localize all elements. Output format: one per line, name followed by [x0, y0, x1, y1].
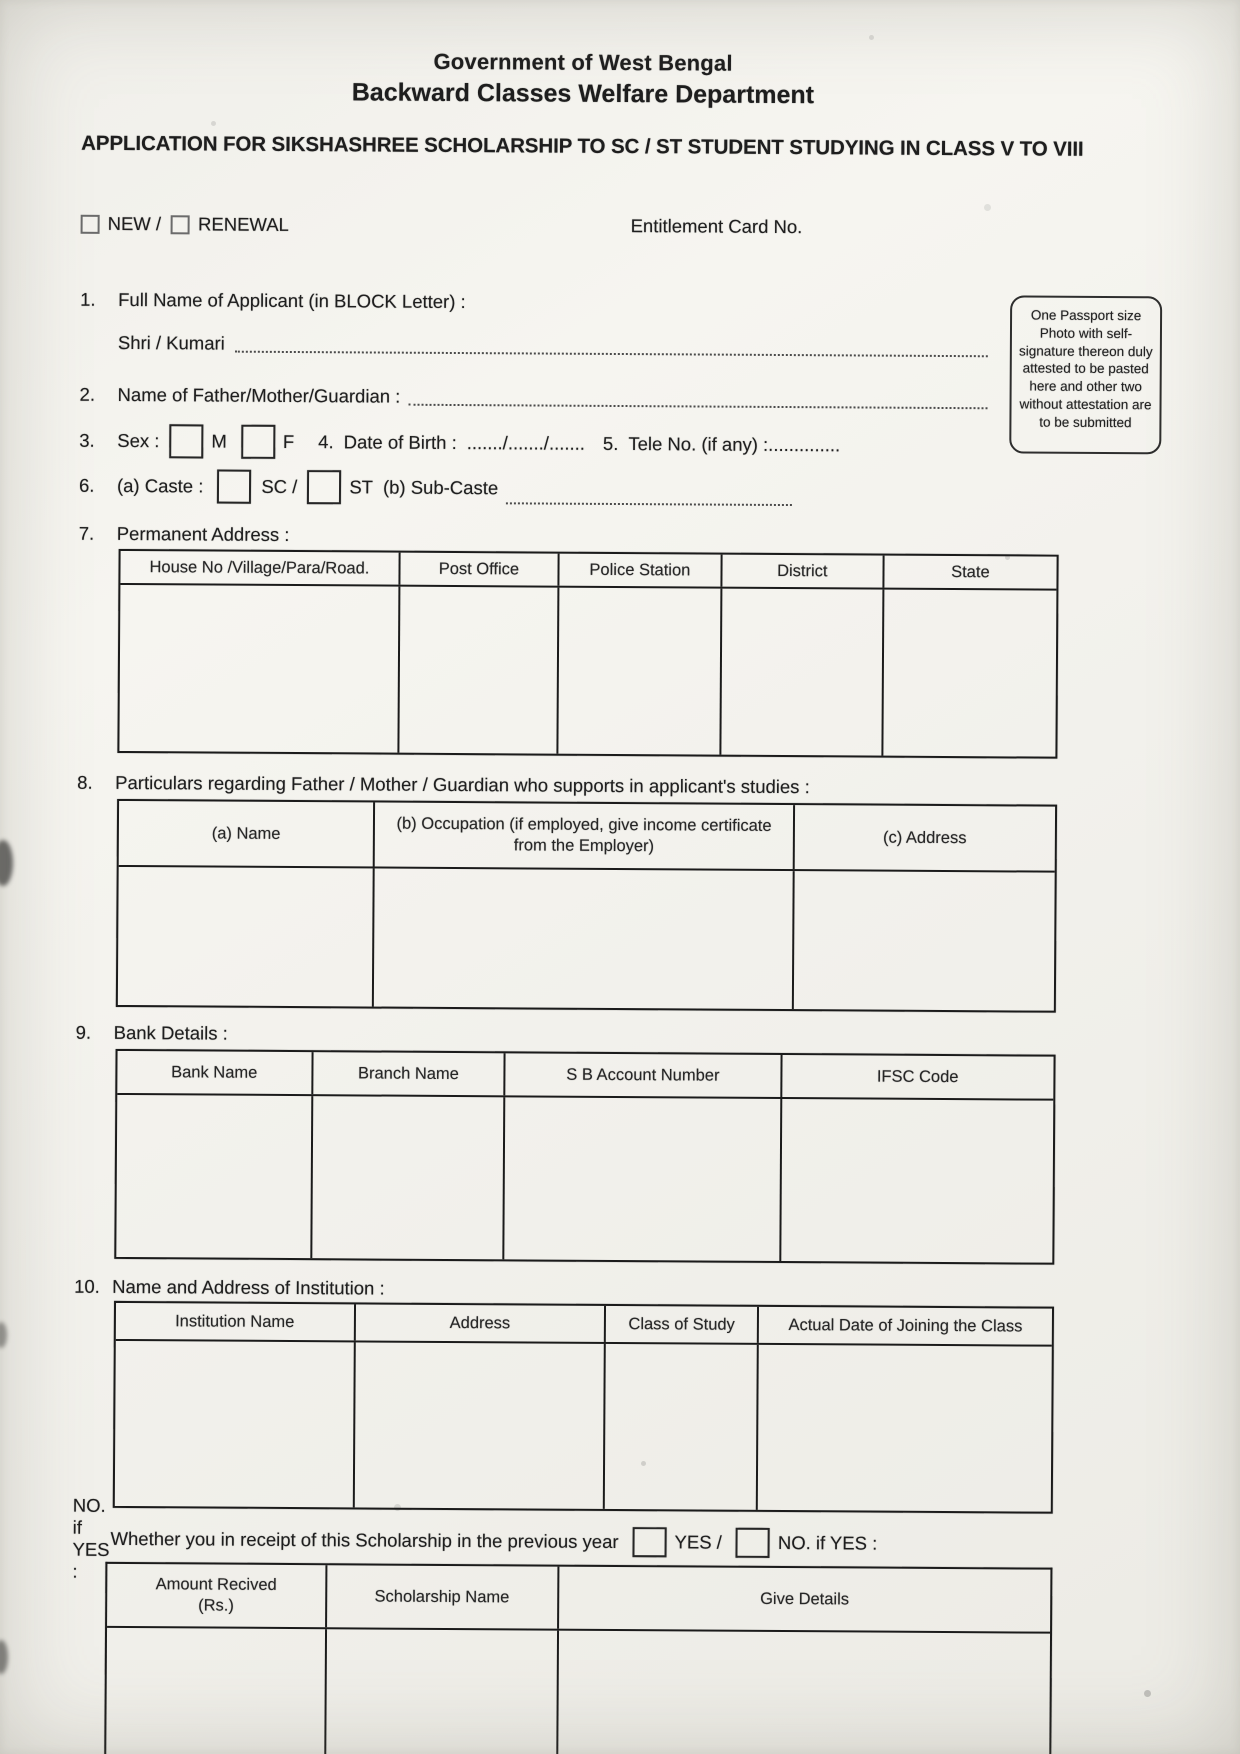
item-number: 4. [318, 431, 334, 453]
particulars-col-header: (b) Occupation (if employed, give income certificate from the Employer) [375, 803, 795, 870]
institution-table-header [116, 1303, 1052, 1347]
entitlement-card-label: Entitlement Card No. [630, 215, 803, 238]
institution-table [113, 1301, 1054, 1514]
item-number: 8. [77, 771, 93, 793]
applicant-details-section [79, 288, 1163, 513]
sex-dob-tele-item [79, 422, 987, 466]
item-number: 3. [79, 429, 95, 451]
renewal-label: RENEWAL [198, 213, 289, 235]
previous-scholarship-item [72, 1494, 1155, 1582]
address-col-header: State [951, 562, 990, 581]
new-label: NEW / [107, 212, 162, 235]
previous-col-header [107, 1564, 327, 1627]
address-col-header: House No /Village/Para/Road. [120, 551, 400, 585]
address-col-header: District [722, 555, 884, 588]
particulars-col-header: (a) Name [119, 801, 376, 867]
guardian-address-cell[interactable] [794, 871, 1055, 1011]
photo-instruction-text: One Passport size Photo with self-signature thereon duly attested to be pasted here and other two without attestation are to be submitted [1019, 307, 1153, 431]
particulars-table-row [118, 867, 1055, 1011]
class-of-study-cell[interactable] [605, 1344, 759, 1510]
account-number-cell[interactable] [505, 1097, 782, 1261]
sex-male-checkbox[interactable] [169, 424, 203, 458]
post-office-cell[interactable] [399, 587, 559, 754]
institution-address-cell[interactable] [354, 1342, 606, 1509]
male-label: M [211, 430, 227, 452]
item-number: 5. [602, 432, 619, 454]
guardian-name-item [79, 382, 987, 414]
bank-name-cell[interactable] [116, 1095, 313, 1258]
bank-details-label: Bank Details : [113, 1021, 228, 1044]
institution-col-header: Institution Name [116, 1303, 356, 1340]
guardian-occupation-cell[interactable] [374, 869, 794, 1010]
no-label: NO. if YES : [777, 1531, 878, 1554]
bank-details-item [76, 1021, 1159, 1052]
branch-name-cell[interactable] [312, 1096, 506, 1259]
item-number: 10. [74, 1275, 100, 1297]
address-table-row [119, 585, 1056, 757]
shri-kumari-label: Shri / Kumari [117, 331, 225, 354]
department-name: Backward Classes Welfare Department [351, 78, 815, 110]
bank-table-header [117, 1051, 1053, 1101]
particulars-table-header [119, 801, 1055, 873]
address-table-header [120, 551, 1056, 591]
government-name: Government of West Bengal [433, 48, 733, 76]
amount-received-cell[interactable] [106, 1628, 327, 1754]
district-cell[interactable] [721, 589, 884, 756]
guardian-name-fill-line[interactable] [408, 386, 987, 410]
previous-table-header [107, 1564, 1050, 1634]
joining-date-cell[interactable] [758, 1345, 1052, 1512]
previous-col-header: Give Details [760, 1589, 850, 1609]
full-name-fill-row [118, 330, 988, 361]
form-header [81, 47, 1164, 114]
guardian-name-cell[interactable] [118, 867, 375, 1007]
dob-label: Date of Birth : [343, 431, 457, 454]
particulars-label: Particulars regarding Father / Mother / Guardian who supports in applicant's studies : [115, 771, 810, 798]
institution-col-header: Actual Date of Joining the Class [788, 1315, 1023, 1336]
application-type-row [81, 212, 1164, 243]
full-name-label: Full Name of Applicant (in BLOCK Letter) : [118, 288, 466, 313]
ifsc-code-cell[interactable] [781, 1099, 1053, 1263]
full-name-item [80, 288, 988, 318]
item-number: 6. [78, 474, 95, 496]
yes-label: YES / [674, 1531, 722, 1553]
subcaste-fill-line[interactable] [506, 484, 792, 506]
address-col-header: Police Station [559, 554, 722, 587]
scholarship-name-cell[interactable] [325, 1629, 558, 1754]
item-number: NO. if YES : [72, 1494, 110, 1582]
sex-female-checkbox[interactable] [241, 425, 275, 459]
caste-label: (a) Caste : [116, 474, 204, 497]
particulars-item [77, 771, 1160, 802]
previous-table-row [106, 1628, 1050, 1754]
tele-label: Tele No. (if any) : [628, 433, 769, 455]
caste-sc-checkbox[interactable] [217, 470, 251, 504]
institution-col-header: Class of Study [606, 1306, 759, 1343]
address-col-header: Post Office [400, 553, 559, 586]
st-label: ST [349, 476, 374, 498]
caste-item [79, 466, 987, 512]
previous-no-checkbox[interactable] [736, 1528, 770, 1558]
institution-col-header: Address [355, 1304, 606, 1342]
item-number: 7. [78, 522, 95, 544]
bank-details-table [114, 1049, 1055, 1265]
previous-col-header: Scholarship Name [327, 1565, 559, 1628]
guardian-name-label: Name of Father/Mother/Guardian : [117, 383, 401, 407]
caste-st-checkbox[interactable] [307, 470, 341, 504]
photo-instruction-box [1009, 295, 1162, 454]
institution-label: Name and Address of Institution : [112, 1275, 385, 1299]
particulars-table [116, 799, 1057, 1013]
bank-col-header: Bank Name [117, 1051, 313, 1094]
particulars-col-header: (c) Address [882, 828, 967, 847]
permanent-address-table [117, 549, 1058, 759]
institution-table-row [115, 1341, 1052, 1512]
permanent-address-label: Permanent Address : [116, 522, 290, 545]
new-checkbox[interactable] [81, 214, 100, 233]
female-label: F [282, 430, 295, 453]
item-number: 1. [80, 288, 96, 310]
subcaste-label: (b) Sub-Caste [382, 476, 499, 499]
form-title: APPLICATION FOR SIKSHASHREE SCHOLARSHIP TO SC / ST STUDENT STUDYING IN CLASS V TO VIII [81, 131, 1084, 161]
bank-table-row [116, 1095, 1053, 1263]
tele-fill-dots[interactable]: .............. [768, 433, 841, 456]
state-cell[interactable] [883, 590, 1056, 757]
previous-scholarship-table [104, 1562, 1053, 1754]
item-number: 2. [79, 383, 96, 405]
house-no-cell[interactable] [119, 585, 400, 753]
bank-col-header: S B Account Number [506, 1053, 782, 1097]
dob-fill-dots[interactable]: ......./......./....... [466, 432, 586, 454]
give-details-cell[interactable] [557, 1631, 1050, 1754]
bank-col-header: IFSC Code [876, 1067, 959, 1086]
police-station-cell[interactable] [558, 588, 722, 755]
previous-scholarship-label: Whether you in receipt of this Scholarship in the previous year [110, 1527, 619, 1553]
sex-label: Sex : [117, 429, 160, 452]
full-name-fill-line[interactable] [235, 333, 988, 358]
bank-col-header: Branch Name [313, 1052, 506, 1095]
renewal-checkbox[interactable] [171, 215, 190, 234]
item-number: 9. [75, 1021, 92, 1043]
amount-received-header-text: Amount Recived (Rs.) [155, 1575, 277, 1615]
permanent-address-item [79, 522, 1162, 553]
sc-label: SC / [261, 475, 298, 498]
previous-yes-checkbox[interactable] [632, 1527, 666, 1557]
institution-name-cell[interactable] [115, 1341, 356, 1507]
